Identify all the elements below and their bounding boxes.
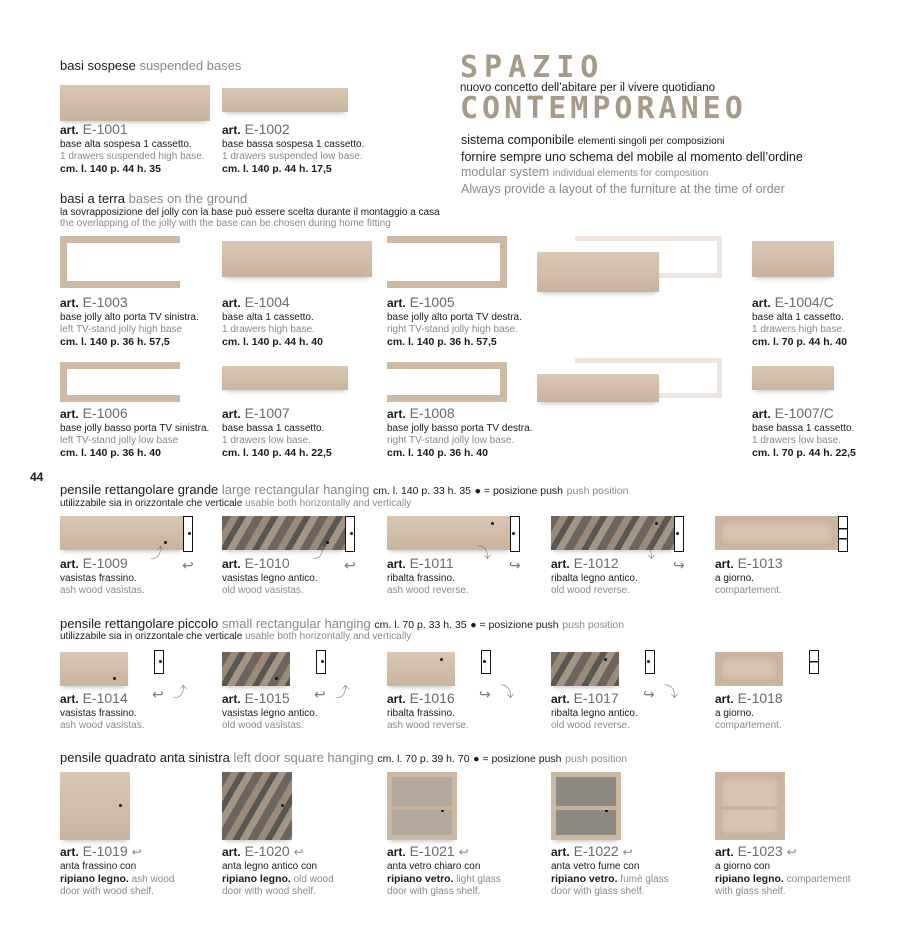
art-label: art. [222, 845, 241, 859]
push-position-dot [512, 532, 515, 535]
rotate-left-arrow-icon: ↩ [344, 557, 356, 573]
art-label: art. [387, 692, 406, 706]
product-image-drawer-box-small-low [752, 366, 834, 390]
art-label: art. [387, 296, 406, 310]
description-en2: door with wood shelf. [222, 886, 316, 897]
dimensions: cm. l. 140 p. 44 h. 17,5 [222, 163, 332, 175]
rotate-down-arrow-icon: ⤵ [664, 684, 678, 700]
code: E-1021 [409, 843, 455, 859]
description-en: old wood vasistas. [222, 585, 304, 596]
rotate-left-arrow-icon: ↩ [293, 845, 304, 859]
description-it: base bassa sospesa 1 cassetto. [222, 139, 365, 150]
push-position-dot [655, 522, 658, 525]
product-item[interactable] [387, 405, 532, 459]
push-position-dot [159, 660, 162, 663]
product-image-old-wood-flap [551, 516, 675, 550]
code: E-1004/C [774, 294, 834, 310]
rotate-left-arrow-icon: ↩ [182, 557, 194, 573]
product-item[interactable] [551, 843, 669, 898]
vertical-orientation-icon [481, 650, 491, 674]
push-position-dot [188, 532, 191, 535]
rotate-left-arrow-icon: ↩ [622, 845, 633, 859]
dimensions: cm. l. 140 p. 36 h. 40 [60, 447, 161, 459]
description-en: ash wood reverse. [387, 720, 469, 731]
product-code [60, 690, 145, 707]
code: E-1020 [244, 843, 290, 859]
code: E-1014 [82, 690, 128, 706]
product-item[interactable] [60, 121, 205, 175]
push-position-dot [275, 677, 278, 680]
description-en: right TV-stand jolly high base. [387, 324, 519, 335]
product-image-open-shelf [715, 772, 785, 840]
product-code [222, 843, 334, 860]
dimensions: cm. l. 140 p. 44 h. 22,5 [222, 447, 332, 459]
product-item[interactable] [222, 405, 332, 459]
product-code [752, 294, 847, 311]
section-heading-terra: basi a terra bases on the ground [60, 191, 248, 206]
vertical-orientation-icon [674, 516, 684, 552]
description-en: old wood reverse. [551, 585, 630, 596]
dimensions: cm. l. 140 p. 36 h. 40 [387, 447, 488, 459]
description-en: old wood [293, 874, 334, 885]
piccolo-note: utilizzabile sia in orizzontale che verticale usable both horizontally and vertically [60, 631, 412, 642]
description-en: old wood vasistas. [222, 720, 304, 731]
rotate-down-arrow-icon: ⤵ [477, 545, 491, 561]
product-image-jolly-left-low [60, 362, 180, 402]
vertical-orientation-icon [645, 650, 655, 674]
description-it2: ripiano vetro. [551, 873, 618, 885]
product-code [715, 690, 783, 707]
art-label: art. [222, 123, 241, 137]
code: E-1002 [244, 121, 290, 137]
product-code [60, 294, 199, 311]
description-en: 1 drawers suspended high base. [60, 151, 205, 162]
composition-image [537, 358, 722, 406]
push-position-dot [483, 660, 486, 663]
art-label: art. [222, 692, 241, 706]
art-label: art. [752, 296, 771, 310]
code: E-1017 [573, 690, 619, 706]
section-heading-quadrato: pensile quadrato anta sinistra left door square hanging cm. l. 70 p. 39 h. 70 ● = posizione push push position [60, 750, 628, 765]
product-code [387, 690, 469, 707]
product-code [60, 843, 174, 860]
dimensions: cm. l. 140 p. 36 h. 57,5 [60, 336, 170, 348]
description-it: vasistas legno antico. [222, 708, 318, 719]
description-en2: with glass shelf. [715, 886, 786, 897]
art-label: art. [60, 407, 79, 421]
code: E-1005 [409, 294, 455, 310]
code: E-1019 [82, 843, 128, 859]
description-en: light glass [456, 874, 501, 885]
code: E-1007 [244, 405, 290, 421]
product-image-open-compartment [715, 516, 839, 550]
product-item[interactable] [222, 843, 334, 898]
push-position-dot [440, 658, 443, 661]
product-item[interactable] [222, 555, 318, 597]
push-position-dot [441, 809, 444, 812]
product-code [222, 121, 364, 138]
grande-note: utilizzabile sia in orizzontale che verticale usable both horizontally and vertically [60, 498, 412, 509]
product-image-drawer-box-low [222, 88, 348, 112]
product-image-ash-wood-flap [387, 652, 455, 686]
art-label: art. [60, 123, 79, 137]
product-image-fume-glass-door [551, 772, 621, 840]
art-label: art. [715, 692, 734, 706]
description-line2 [551, 873, 669, 886]
description-it2: ripiano vetro. [387, 873, 454, 885]
description-en2: door with glass shelf. [551, 886, 645, 897]
product-item[interactable] [387, 555, 469, 597]
rotate-left-arrow-icon: ↩ [152, 686, 164, 702]
description-en: 1 drawers high base. [752, 324, 845, 335]
description-en: 1 drawers high base. [222, 324, 315, 335]
push-position-dot [647, 660, 650, 663]
composition-image [537, 236, 722, 294]
description-it: base jolly alto porta TV destra. [387, 312, 522, 323]
product-image-drawer-box-small-high [752, 241, 834, 277]
product-image-ash-wood-door [60, 772, 130, 840]
art-label: art. [551, 845, 570, 859]
product-item[interactable] [60, 843, 174, 898]
art-label: art. [715, 557, 734, 571]
product-code [222, 690, 318, 707]
rotate-left-arrow-icon: ↩ [314, 686, 326, 702]
description-en: ash wood [131, 874, 175, 885]
code: E-1022 [573, 843, 619, 859]
product-item[interactable] [387, 294, 522, 348]
description-it: base alta 1 cassetto. [752, 312, 844, 323]
rotate-up-arrow-icon: ⤴ [173, 684, 187, 700]
description-en: 1 drawers suspended low base. [222, 151, 363, 162]
description-en: fumè glass [620, 874, 669, 885]
rotate-left-arrow-icon: ↩ [786, 845, 797, 859]
section-heading-sospese: basi sospese suspended bases [60, 58, 242, 73]
description-en: ash wood reverse. [387, 585, 469, 596]
art-label: art. [222, 557, 241, 571]
push-position-dot [113, 677, 116, 680]
description-en: left TV-stand jolly high base [60, 324, 183, 335]
description-en: 1 drawers low base. [222, 435, 311, 446]
push-position-dot [164, 541, 167, 544]
product-image-light-glass-door [387, 772, 457, 840]
art-label: art. [60, 557, 79, 571]
vertical-orientation-icon [510, 516, 520, 552]
code: E-1013 [737, 555, 783, 571]
description-it: anta vetro fume con [551, 861, 640, 872]
code: E-1018 [737, 690, 783, 706]
product-item[interactable] [222, 294, 323, 348]
product-image-drawer-box-low [222, 366, 348, 390]
product-code [222, 555, 318, 572]
art-label: art. [715, 845, 734, 859]
description-it: vasistas legno antico. [222, 573, 318, 584]
product-code [551, 555, 638, 572]
section-heading-grande: pensile rettangolare grande large rectangular hanging cm. l. 140 p. 33 h. 35 ● = posizione push push position [60, 482, 629, 497]
rotate-down-arrow-icon: ⤵ [500, 684, 514, 700]
product-item[interactable] [222, 690, 318, 732]
product-image-drawer-box-high [60, 85, 210, 121]
description-it: base jolly basso porta TV destra. [387, 423, 533, 434]
vertical-orientation-icon [316, 650, 326, 674]
product-code [551, 843, 669, 860]
product-item[interactable] [222, 121, 364, 175]
product-code [715, 843, 851, 860]
product-item[interactable] [60, 555, 145, 597]
description-line2 [387, 873, 501, 886]
terra-note: la sovrapposizione del jolly con la base può essere scelta durante il montaggio a casa the overlapping of the jolly with the base can be chosen during home fitting [60, 207, 440, 229]
code: E-1015 [244, 690, 290, 706]
art-label: art. [551, 557, 570, 571]
rotate-down-arrow-icon: ⤵ [641, 545, 655, 561]
code: E-1008 [409, 405, 455, 421]
description-it: base bassa 1 cassetto. [222, 423, 325, 434]
code: E-1001 [82, 121, 128, 137]
code: E-1012 [573, 555, 619, 571]
description-en: compartement [786, 874, 851, 885]
push-position-dot [350, 532, 353, 535]
product-image-old-wood-flap [222, 516, 346, 550]
product-code [60, 121, 205, 138]
product-item[interactable] [551, 690, 638, 732]
product-item[interactable] [387, 843, 501, 898]
description-it: base alta 1 cassetto. [222, 312, 314, 323]
product-image-ash-wood-flap [387, 516, 511, 550]
section-heading-piccolo: pensile rettangolare piccolo small rectangular hanging cm. l. 70 p. 33 h. 35 ● = posizione push push position [60, 616, 625, 631]
rotate-right-arrow-icon: ↪ [643, 686, 655, 702]
push-position-dot [604, 658, 607, 661]
product-image-open-compartment [715, 652, 783, 686]
product-code [387, 555, 469, 572]
art-label: art. [752, 407, 771, 421]
product-item[interactable] [752, 294, 847, 348]
dimensions: cm. l. 140 p. 44 h. 40 [222, 336, 323, 348]
brand-description: sistema componibile elementi singoli per composizioni fornire sempre uno schema del mobile al momento dell’ordine modular system individual elements for composition Always provide a layout of the furniture at the time of order [461, 133, 803, 196]
description-en: right TV-stand jolly low base. [387, 435, 515, 446]
product-code [551, 690, 638, 707]
code: E-1010 [244, 555, 290, 571]
description-en: 1 drawers low base. [752, 435, 841, 446]
rotate-up-arrow-icon: ⤴ [312, 545, 326, 561]
product-code [752, 405, 856, 422]
product-code [387, 405, 532, 422]
description-en: ash wood vasistas. [60, 720, 145, 731]
code: E-1003 [82, 294, 128, 310]
code: E-1023 [737, 843, 783, 859]
description-it: base alta sospesa 1 cassetto. [60, 139, 192, 150]
vertical-compartment-icon [838, 516, 848, 552]
description-en: ash wood vasistas. [60, 585, 145, 596]
product-item[interactable] [551, 555, 638, 597]
description-it2: ripiano legno. [715, 873, 784, 885]
code: E-1004 [244, 294, 290, 310]
description-it: vasistas frassino. [60, 573, 137, 584]
product-code [60, 555, 145, 572]
description-it: a giorno. [715, 573, 754, 584]
code: E-1006 [82, 405, 128, 421]
description-it2: ripiano legno. [60, 873, 129, 885]
product-item[interactable] [60, 294, 199, 348]
art-label: art. [551, 692, 570, 706]
rotate-right-arrow-icon: ↪ [673, 557, 685, 573]
rotate-up-arrow-icon: ⤴ [150, 545, 164, 561]
product-code [715, 555, 783, 572]
product-image-old-wood-flap [222, 652, 290, 686]
push-position-dot [676, 532, 679, 535]
description-en: compartement. [715, 720, 782, 731]
push-position-dot [281, 804, 284, 807]
art-label: art. [222, 296, 241, 310]
description-it: a giorno con [715, 861, 771, 872]
description-en: compartement. [715, 585, 782, 596]
description-en: old wood reverse. [551, 720, 630, 731]
product-code [387, 843, 501, 860]
product-code [60, 405, 209, 422]
description-line2 [222, 873, 334, 886]
description-it: anta legno antico con [222, 861, 318, 872]
rotate-left-arrow-icon: ↩ [458, 845, 469, 859]
dimensions: cm. l. 140 p. 36 h. 57,5 [387, 336, 497, 348]
description-it: vasistas frassino. [60, 708, 137, 719]
art-label: art. [387, 407, 406, 421]
description-line2 [715, 873, 851, 886]
product-image-ash-wood-flap [60, 516, 184, 550]
description-en2: door with glass shelf. [387, 886, 481, 897]
art-label: art. [387, 557, 406, 571]
dimensions: cm. l. 70 p. 44 h. 40 [752, 336, 848, 348]
vertical-compartment-icon [809, 650, 819, 674]
rotate-left-arrow-icon: ↩ [131, 845, 142, 859]
description-it: ribalta frassino. [387, 573, 455, 584]
product-item[interactable] [715, 843, 851, 898]
product-item[interactable] [752, 405, 856, 459]
push-position-dot [491, 522, 494, 525]
product-item[interactable] [60, 405, 209, 459]
push-position-dot [321, 660, 324, 663]
product-item[interactable] [715, 690, 783, 732]
product-item[interactable] [60, 690, 145, 732]
product-image-drawer-box-high [222, 241, 372, 277]
art-label: art. [60, 692, 79, 706]
description-it2: ripiano legno. [222, 873, 291, 885]
vertical-orientation-icon [345, 516, 355, 552]
description-it: anta vetro chiaro con [387, 861, 481, 872]
rotate-right-arrow-icon: ↪ [509, 557, 521, 573]
description-it: a giorno. [715, 708, 754, 719]
description-it: base bassa 1 cassetto. [752, 423, 855, 434]
product-code [387, 294, 522, 311]
code: E-1016 [409, 690, 455, 706]
code: E-1011 [409, 555, 454, 571]
description-it: ribalta legno antico. [551, 708, 638, 719]
description-it: base jolly basso porta TV sinistra. [60, 423, 210, 434]
rotate-up-arrow-icon: ⤴ [335, 684, 349, 700]
push-position-dot [605, 809, 608, 812]
art-label: art. [60, 296, 79, 310]
art-label: art. [387, 845, 406, 859]
product-image-jolly-left-high [60, 236, 180, 288]
art-label: art. [60, 845, 79, 859]
dimensions: cm. l. 140 p. 44 h. 35 [60, 163, 161, 175]
product-image-jolly-right-low [387, 362, 507, 402]
description-it: ribalta legno antico. [551, 573, 638, 584]
product-item[interactable] [715, 555, 783, 597]
art-label: art. [222, 407, 241, 421]
page-number: 44 [30, 470, 44, 484]
product-image-ash-wood-flap [60, 652, 128, 686]
vertical-orientation-icon [183, 516, 193, 552]
brand-logo: SPAZIO nuovo concetto dell’abitare per il vivere quotidiano CONTEMPORANEO [460, 50, 747, 126]
product-image-old-wood-door [222, 772, 292, 840]
product-code [222, 294, 323, 311]
rotate-right-arrow-icon: ↪ [479, 686, 491, 702]
description-en: left TV-stand jolly low base [60, 435, 179, 446]
code: E-1009 [82, 555, 128, 571]
product-image-jolly-right-high [387, 236, 507, 288]
code: E-1007/C [774, 405, 834, 421]
product-item[interactable] [387, 690, 469, 732]
description-it: ribalta frassino. [387, 708, 455, 719]
description-en2: door with wood shelf. [60, 886, 154, 897]
push-position-dot [326, 541, 329, 544]
description-it: anta frassino con [60, 861, 137, 872]
vertical-orientation-icon [154, 650, 164, 674]
push-position-dot [119, 804, 122, 807]
product-code [222, 405, 332, 422]
dimensions: cm. l. 70 p. 44 h. 22,5 [752, 447, 856, 459]
description-line2 [60, 873, 174, 886]
description-it: base jolly alto porta TV sinistra. [60, 312, 199, 323]
product-image-old-wood-flap [551, 652, 619, 686]
